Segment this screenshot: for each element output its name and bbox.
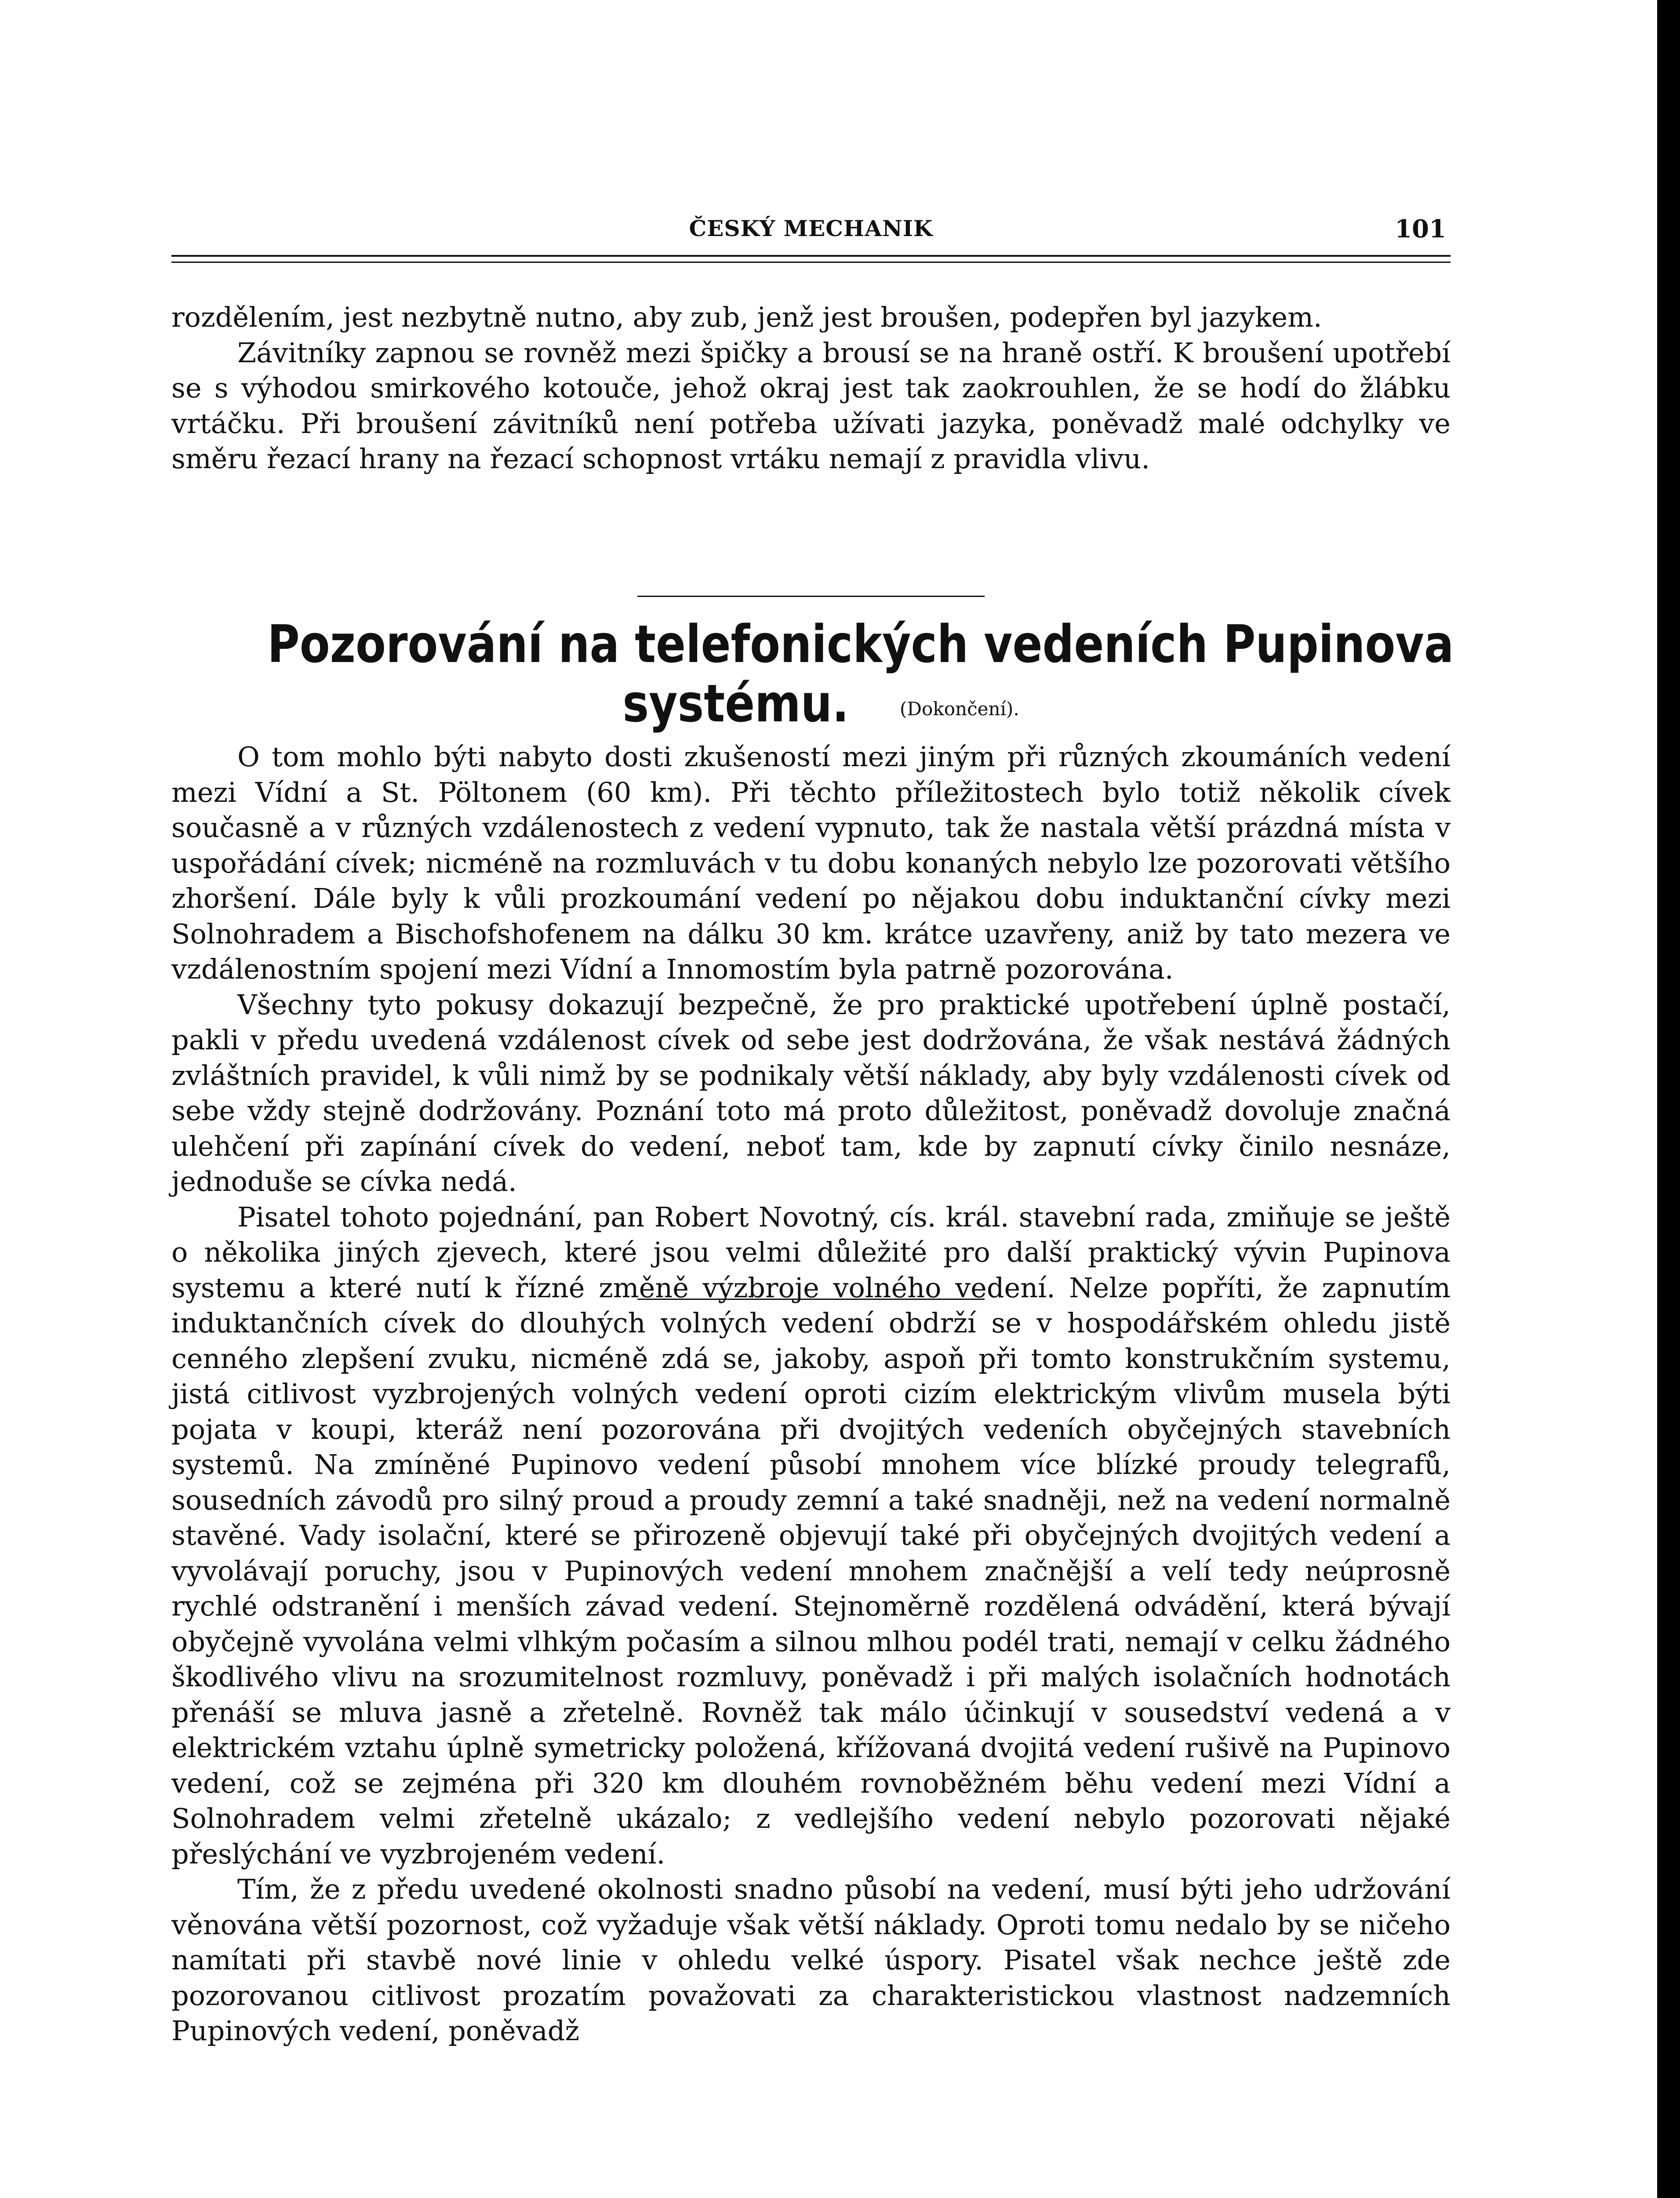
page-header (171, 207, 1451, 251)
article-paragraph: Všechny tyto pokusy dokazují bezpečně, že pro praktické upotřebení úplně postačí, pakli v předu uvedená vzdálenost cívek od sebe jest dodržována, že však nestává žádných zvláštních pravidel, k vůli nimž by se podnikaly větší náklady, aby byly vzdálenosti cívek od sebe vždy stejně dodržovány. Poznání toto má proto důležitost, poněvadž dovoluje značná ulehčení při zapínání cívek do vedení, neboť tam, kde by zapnutí cívky činilo nesnáze, jednoduše se cívka nedá. (171, 988, 1451, 1197)
intro-paragraph: Závitníky zapnou se rovněž mezi špičky a brousí se na hraně ostří. K broušení upotřebí se s výhodou smirkového kotouče, jehož okraj jest tak zaokrouhlen, že se hodí do žlábku vrtáčku. Při broušení závitníků není potřeba užívati jazyka, poněvadž malé odchylky ve směru řezací hrany na řezací schopnost vrtáku nemají z pravidla vlivu. (171, 336, 1451, 475)
article-title-end: systému. (622, 673, 849, 734)
continuation-note: (Dokončení). (899, 698, 1019, 720)
article-paragraph: Tím, že z předu uvedené okolnosti snadno působí na vedení, musí býti jeho udržování věnována větší pozornost, což vyžaduje však větší náklady. Oproti tomu nedalo by se ničeho namítati při stavbě nové linie v ohledu velké úspory. Pisatel však nechce ještě zde pozorovanou citlivost prozatím považovati za charakteristickou vlastnost nadzemních Pupinových vedení, poněvadž (171, 1873, 1451, 2047)
article-paragraph: Pisatel tohoto pojednání, pan Robert Novotný, cís. král. stavební rada, zmiňuje se ještě o několika jiných zjevech, které jsou velmi důležité pro další praktický vývin Pupinova systemu a které nutí k řízné změně výzbroje volného vedení. Nelze popříti, že zapnutím induktančních cívek do dlouhých volných vedení obdrží se v hospodářském ohledu jistě cenného zlepšení zvuku, nicméně zdá se, jakoby, aspoň při tomto konstrukčním systemu, jistá citlivost vyzbrojených volných vedení oproti cizím elektrickým vlivům musela býti pojata v koupi, kteráž není pozorována při dvojitých vedeních obyčejných stavebních systemů. Na zmíněné Pupinovo vedení působí mnohem více blízké proudy telegrafů, sousedních závodů pro silný proud a proudy zemní a také snadněji, než na vedení normalně stavěné. Vady isolační, které se přirozeně objevují také při obyčejných dvojitých vedení a vyvolávají poruchy, jsou v Pupinových vedení mnohem značnější a velí tedy neúprosně rychlé odstranění i menších závad vedení. Stejnoměrně rozdělená odvádění, která bývají obyčejně vyvolána velmi vlhkým počasím a silnou mlhou podél trati, nemají v celku žádného škodlivého vlivu na srozumitelnost rozmluvy, poněvadž i při malých isolačních hodnotách přenáší se mluva jasně a zřetelně. Rovněž tak málo účinkují v sousedství vedená a v elektrickém vztahu úplně symetricky položená, křížovaná dvojitá vedení rušivě na Pupinovo vedení, což se zejména při 320 km dlouhém rovnoběžném běhu vedení mezi Vídní a Solnohradem velmi zřetelně ukázalo; z vedlejšího vedení nebylo pozorovati nějaké přeslýchání ve vyzbrojeném vedení. (171, 1201, 1451, 1870)
article-title: Pozorování na telefonických vedeních Pupinova (267, 614, 1454, 674)
section-divider (637, 596, 985, 597)
header-double-rule (171, 255, 1451, 263)
article-paragraph: O tom mohlo býti nabyto dosti zkušeností mezi jiným při různých zkoumáních vedení mezi Vídní a St. Pöltonem (60 km). Při těchto příležitostech bylo totiž několik cívek současně a v různých vzdálenostech z vedení vypnuto, tak že nastala větší prázdná místa v uspořádání cívek; nicméně na rozmluvách v tu dobu konaných nebylo lze pozorovati většího zhoršení. Dále byly k vůli prozkoumání vedení po nějakou dobu induktanční cívky mezi Solnohradem a Bischofshofenem na dálku 30 km. krátce uzavřeny, aniž by tato mezera ve vzdálenostním spojení mezi Vídní a Innomostím byla patrně pozorována. (171, 741, 1451, 985)
intro-paragraph: rozdělením, jest nezbytně nutno, aby zub, jenž jest broušen, podepřen byl jazykem. (171, 301, 1322, 333)
article-title-line2 (171, 673, 1451, 734)
paragraph-divider (637, 1299, 985, 1300)
intro-text (171, 300, 1451, 477)
running-title: ČESKÝ MECHANIK (689, 215, 933, 241)
article-body (171, 739, 1451, 2049)
page-number: 101 (1395, 215, 1446, 244)
